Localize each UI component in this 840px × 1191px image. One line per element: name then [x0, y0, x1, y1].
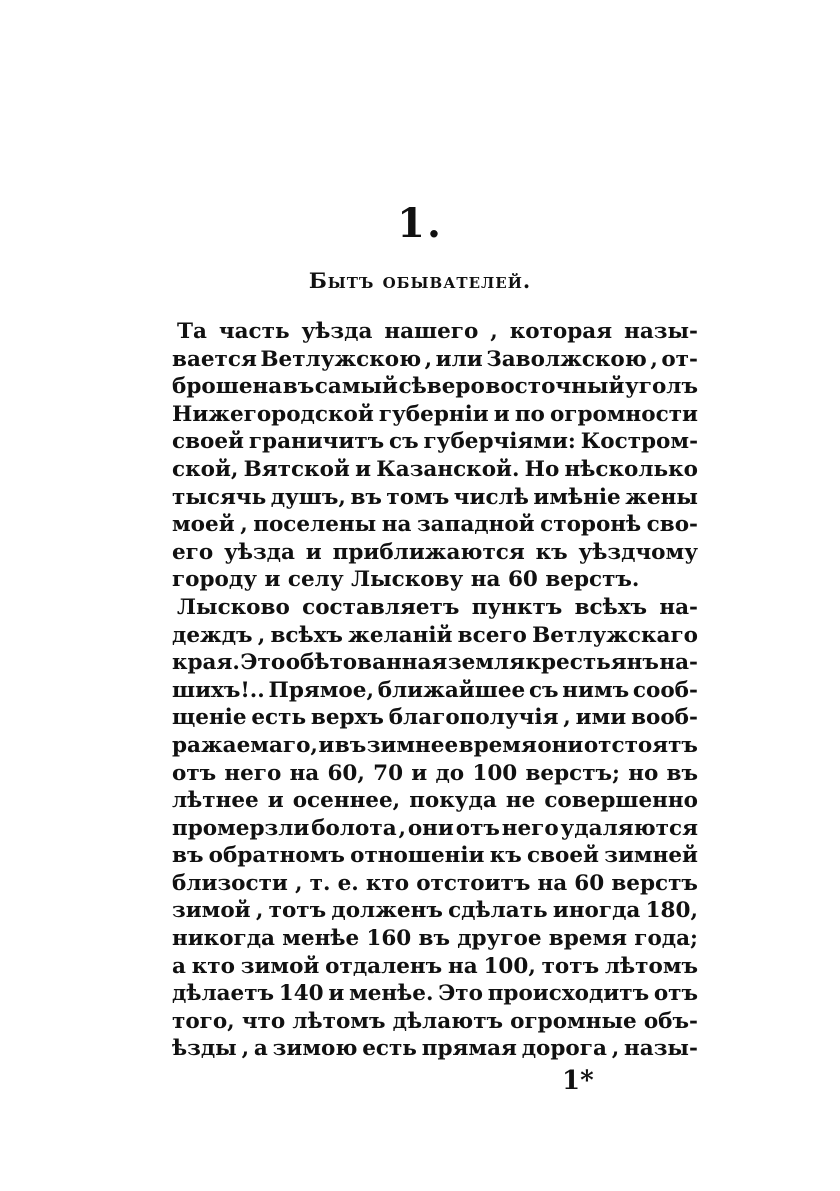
- text-line: ѣзды , а зимою есть прямая дорога , назы-: [172, 1036, 698, 1062]
- text-line: брошена въ самый сѣверо восточный уголъ: [172, 374, 698, 400]
- text-line: его уѣзда и приближаются къ уѣздчому: [172, 539, 698, 565]
- text-line: зимой , тотъ долженъ сдѣлать иногда 180,: [172, 898, 698, 924]
- text-line: дѣлаетъ 140 и менѣе. Это происходитъ отъ: [172, 981, 698, 1007]
- body-text: [172, 318, 698, 1063]
- chapter-title: Бытъ обывателей.: [308, 268, 532, 293]
- text-line: ражаемаго, и въ зимнее время они отстоятъ: [172, 732, 698, 758]
- text-line: лѣтнее и осеннее, покуда не совершенно: [172, 788, 698, 814]
- text-line: ской, Вятской и Казанской. Но нѣсколько: [172, 456, 698, 482]
- text-line: края. Это обѣтованная земля крестьянъ на-: [172, 650, 698, 676]
- text-line: промерзли болота , они отъ него удаляются: [172, 815, 698, 841]
- text-line: своей граничитъ съ губерчіями: Костром-: [172, 429, 698, 455]
- text-line: Та часть уѣзда нашего , которая назы-: [177, 319, 698, 344]
- text-line: городу и селу Лыскову на 60 верстъ.: [172, 567, 640, 593]
- text-line: а кто зимой отдаленъ на 100, тотъ лѣтомъ: [172, 953, 698, 979]
- text-line: Лысково составляетъ пунктъ всѣхъ на-: [177, 594, 698, 620]
- text-line: щеніе есть верхъ благополучія , ими вооб-: [172, 705, 698, 731]
- text-line: никогда менѣе 160 въ другое время года;: [172, 926, 698, 952]
- text-line: Нижегородской губерніи и по огромности: [172, 401, 698, 427]
- text-line: деждъ , всѣхъ желаній всего Ветлужскаго: [172, 622, 698, 648]
- text-line: моей , поселены на западной сторонѣ сво-: [172, 512, 698, 538]
- signature-mark: 1*: [562, 1066, 594, 1096]
- text-line: того, что лѣтомъ дѣлаютъ огромные объ-: [172, 1008, 698, 1034]
- text-line: вается Ветлужскою , или Заволжскою , от-: [172, 346, 698, 372]
- text-line: шихъ!.. Прямое, ближайшее съ нимъ сооб-: [172, 677, 698, 703]
- text-line: отъ него на 60, 70 и до 100 верстъ; но въ: [172, 760, 698, 786]
- text-line: близости , т. е. кто отстоитъ на 60 верстъ: [172, 870, 698, 896]
- text-line: тысячь душъ, въ томъ числѣ имѣніе жены: [172, 484, 698, 510]
- text-line: въ обратномъ отношеніи къ своей зимней: [172, 843, 698, 869]
- chapter-number: 1.: [397, 200, 443, 247]
